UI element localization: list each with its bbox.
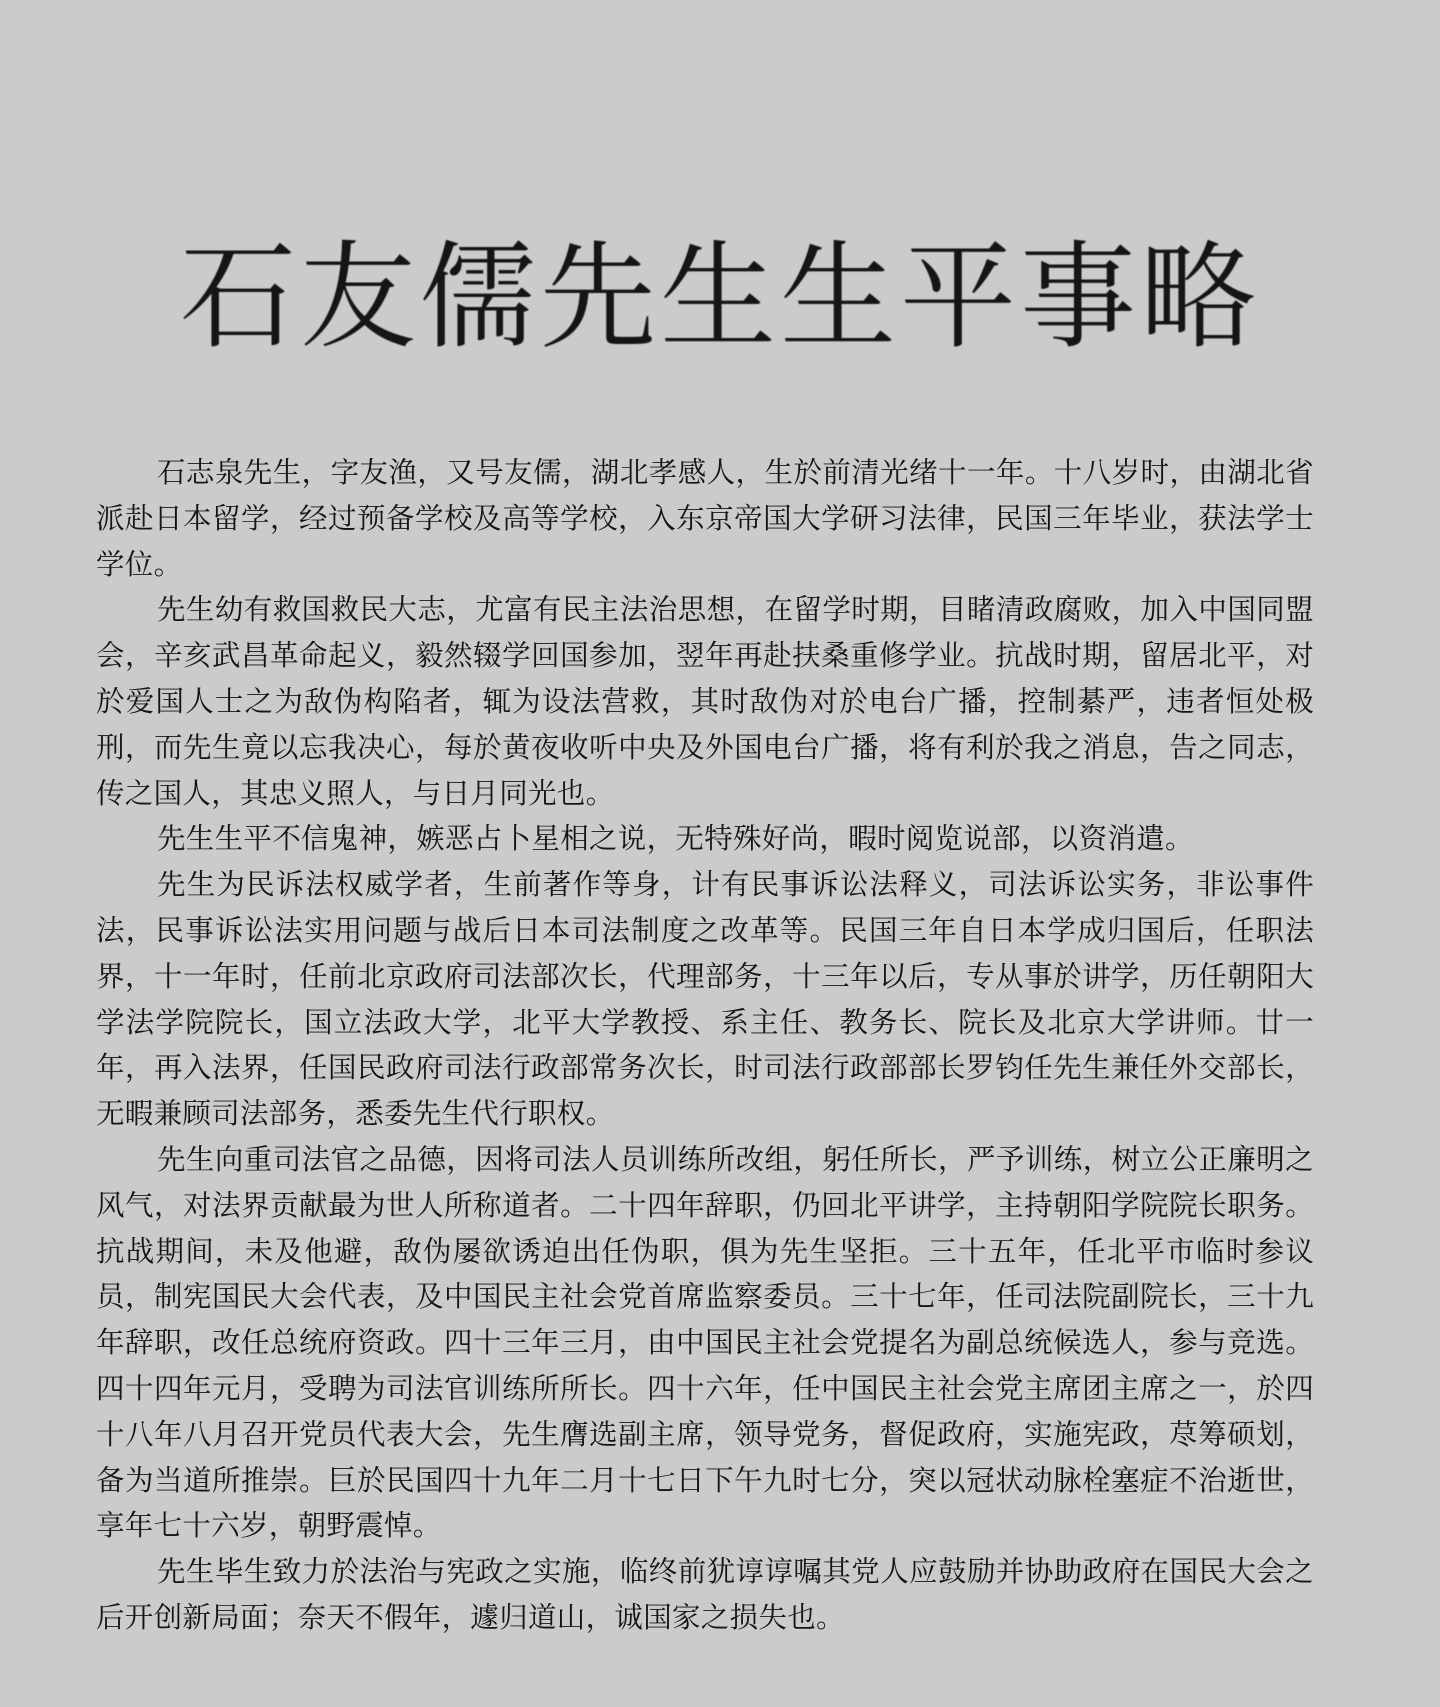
document-body: [96, 450, 1314, 1641]
paragraph-patriotism: 先生幼有救国救民大志，尤富有民主法治思想，在留学时期，目睹清政腐败，加入中国同盟会，辛亥武昌革命起义，毅然辍学回国参加，翌年再赴扶桑重修学业。抗战时期，留居北平，对於爱国人士之为敌伪构陷者，辄为设法营救，其时敌伪对於电台广播，控制綦严，违者恒处极刑，而先生竟以忘我决心，每於黄夜收听中央及外国电台广播，将有利於我之消息，告之同志，传之国人，其忠义照人，与日月同光也。: [96, 593, 1314, 810]
page-title: 石友儒先生生平事略: [180, 230, 1260, 365]
paragraph-later-career: 先生向重司法官之品德，因将司法人员训练所改组，躬任所长，严予训练，树立公正廉明之风气，对法界贡献最为世人所称道者。二十四年辞职，仍回北平讲学，主持朝阳学院院长职务。抗战期间，未及他避，敌伪屡欲诱迫出任伪职，俱为先生坚拒。三十五年，任北平市临时参议员，制宪国民大会代表，及中国民主社会党首席监察委员。三十七年，任司法院副院长，三十九年辞职，改任总统府资政。四十三年三月，由中国民主社会党提名为副总统候选人，参与竞选。四十四年元月，受聘为司法官训练所所长。四十六年，任中国民主社会党主席团主席之一，於四十八年八月召开党员代表大会，先生膺选副主席，领导党务，督促政府，实施宪政，荩筹硕划，备为当道所推崇。巨於民国四十九年二月十七日下午九时七分，突以冠状动脉栓塞症不治逝世，享年七十六岁，朝野震悼。: [96, 1142, 1314, 1543]
paragraph-legacy: 先生毕生致力於法治与宪政之实施，临终前犹谆谆嘱其党人应鼓励并协助政府在国民大会之后开创新局面；奈天不假年，遽归道山，诚国家之损失也。: [96, 1555, 1314, 1634]
paragraph-scholarship-career: 先生为民诉法权威学者，生前著作等身，计有民事诉讼法释义，司法诉讼实务，非讼事件法，民事诉讼法实用问题与战后日本司法制度之改革等。民国三年自日本学成归国后，任职法界，十一年时，任前北京政府司法部次长，代理部务，十三年以后，专从事於讲学，历任朝阳大学法学院院长，国立法政大学，北平大学教授、系主任、教务长、院长及北京大学讲师。廿一年，再入法界，任国民政府司法行政部常务次长，时司法行政部部长罗钧任先生兼任外交部长，无暇兼顾司法部务，悉委先生代行职权。: [96, 868, 1314, 1131]
paragraph-personal-habits: 先生生平不信鬼神，嫉恶占卜星相之说，无特殊好尚，暇时阅览说部，以资消遣。: [157, 822, 1194, 856]
paragraph-biography-intro: 石志泉先生，字友渔，又号友儒，湖北孝感人，生於前清光绪十一年。十八岁时，由湖北省派赴日本留学，经过预备学校及高等学校，入东京帝国大学研习法律，民国三年毕业，获法学士学位。: [96, 456, 1314, 581]
